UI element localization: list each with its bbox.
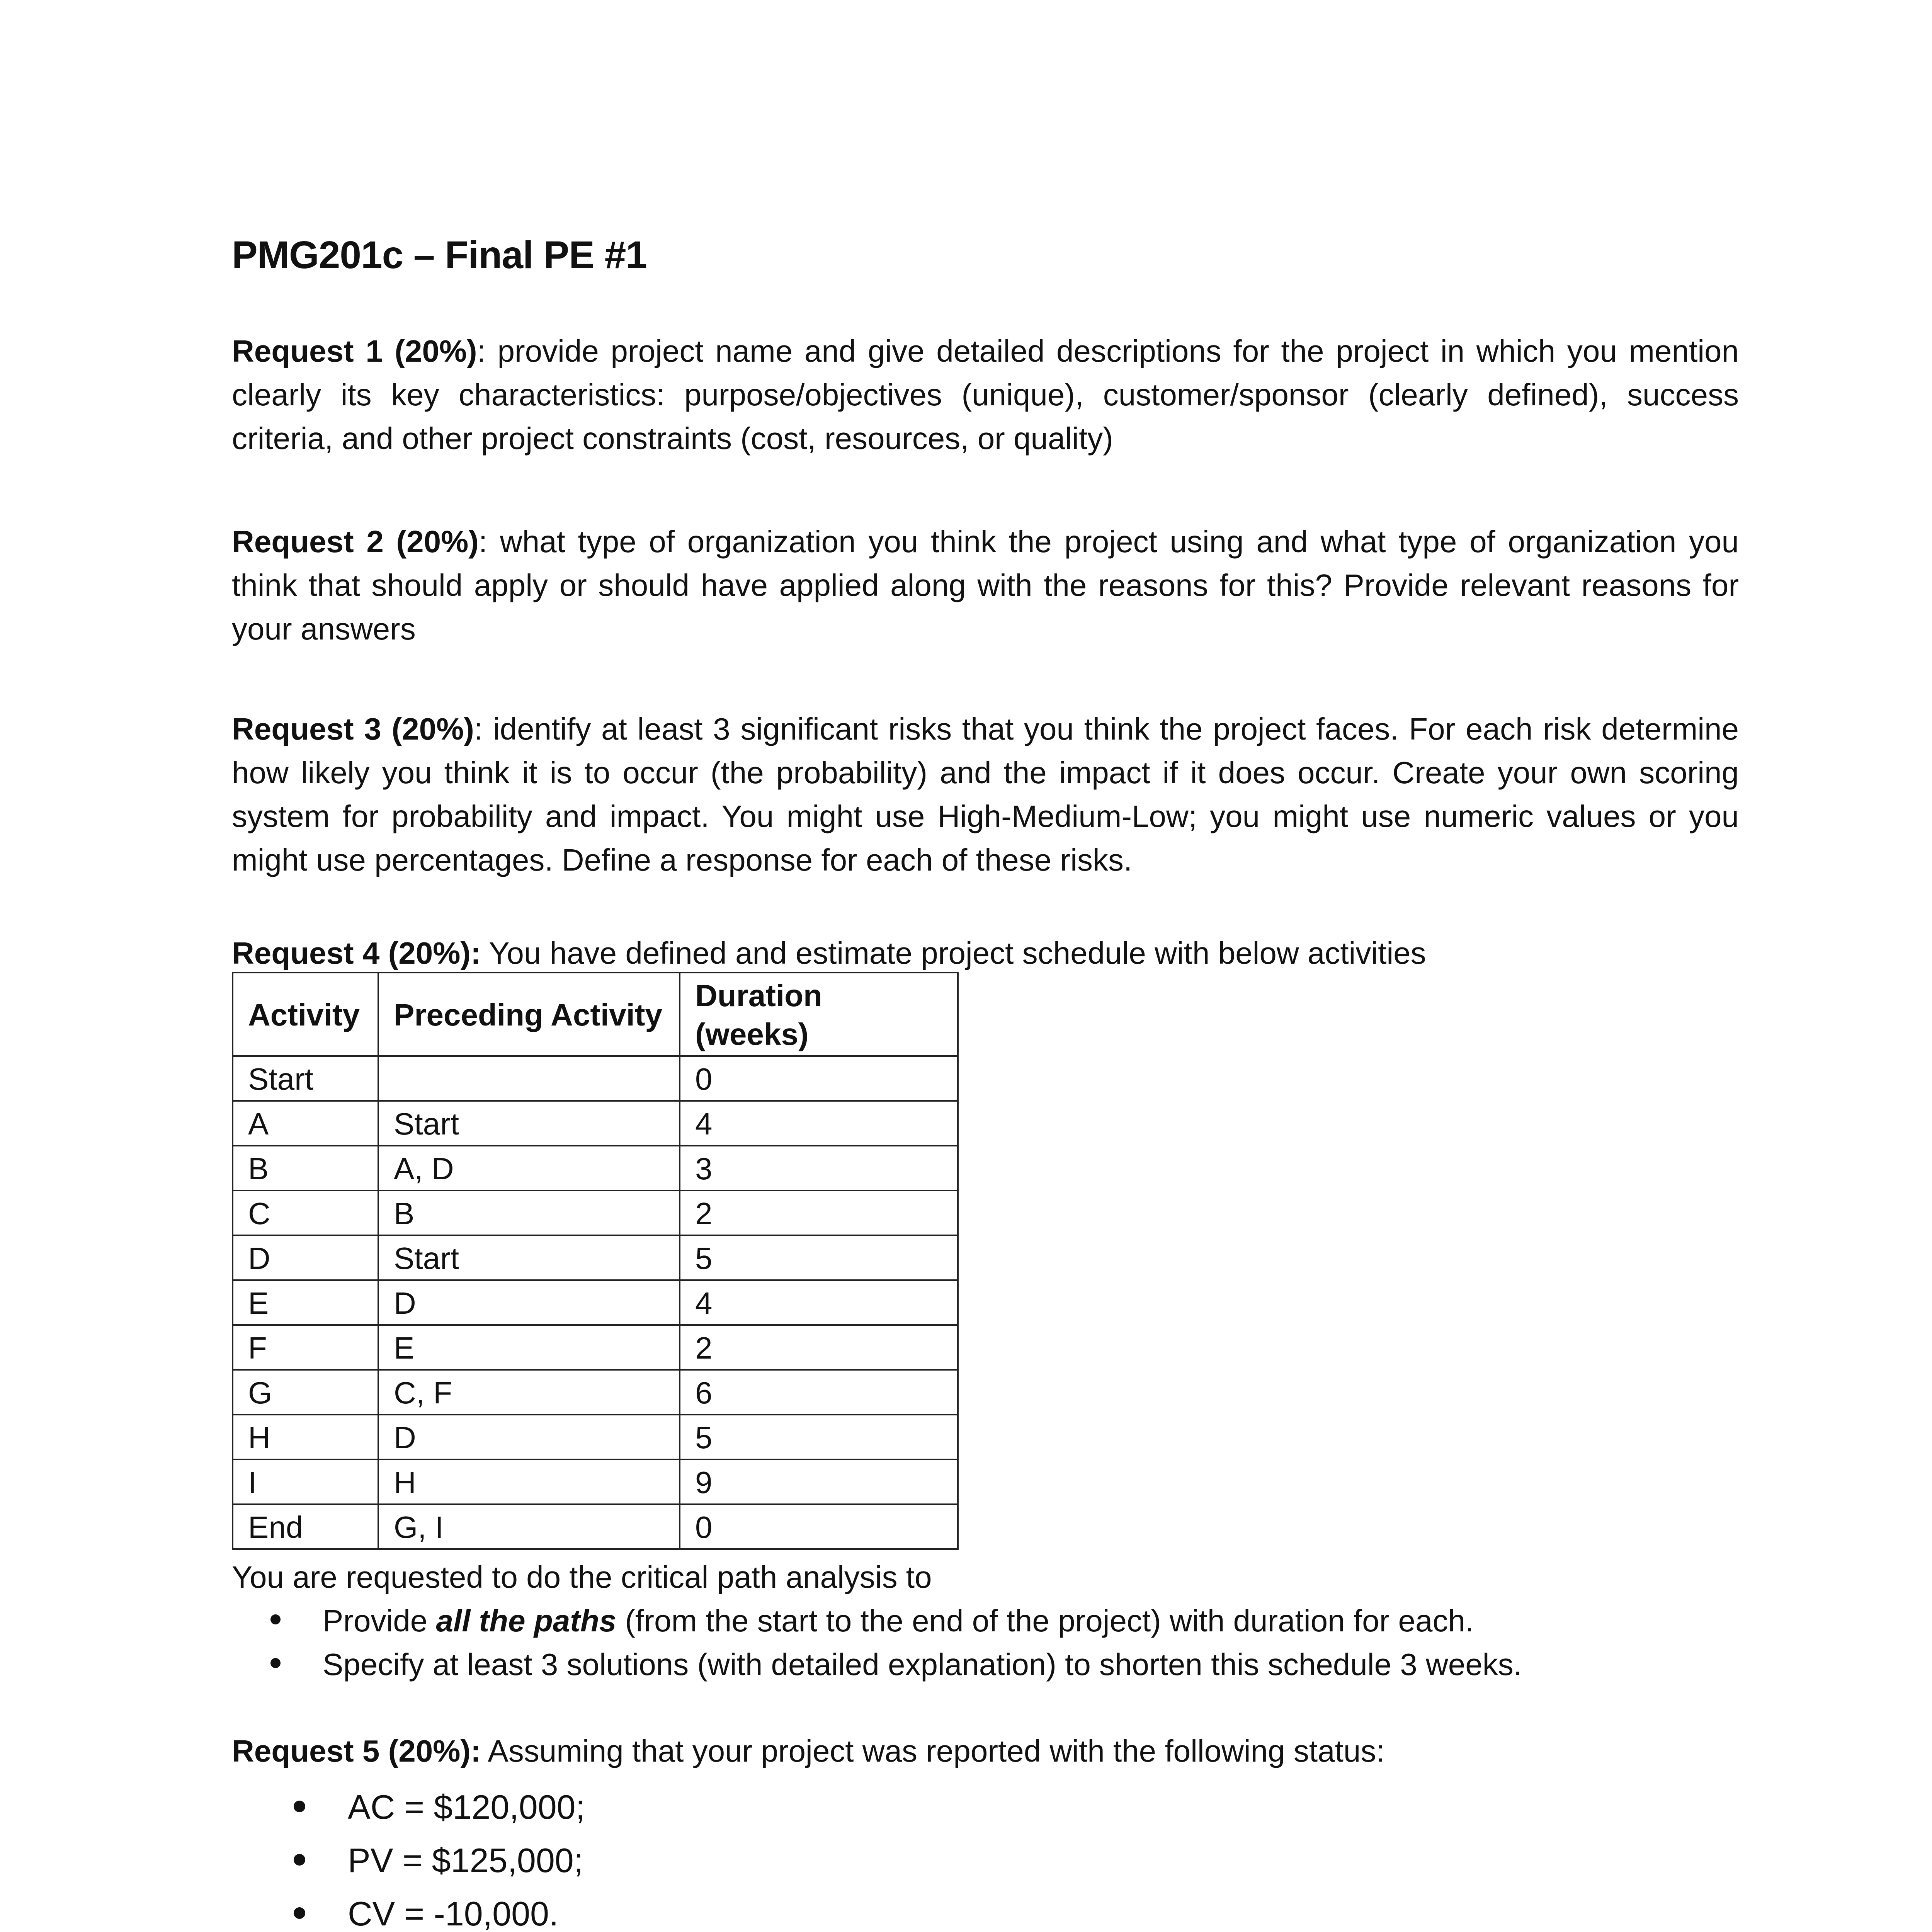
critical-path-tasks xyxy=(232,1599,1522,1686)
table-row xyxy=(233,1101,958,1146)
request-4-text: You have defined and estimate project schedule with below activities xyxy=(481,936,1426,970)
duration-cell: 9 xyxy=(680,1459,958,1504)
activity-cell: Start xyxy=(233,1056,378,1101)
activity-cell: H xyxy=(233,1415,378,1459)
activity-cell: F xyxy=(233,1325,378,1370)
preceding-cell: D xyxy=(378,1280,680,1325)
request-4 xyxy=(232,931,1426,975)
preceding-cell: Start xyxy=(378,1235,680,1280)
preceding-cell: D xyxy=(378,1415,680,1459)
activity-cell: B xyxy=(233,1146,378,1190)
duration-cell: 0 xyxy=(680,1056,958,1101)
duration-cell: 2 xyxy=(680,1325,958,1370)
table-row xyxy=(233,1056,958,1101)
bullet-icon xyxy=(294,1854,305,1866)
activity-cell: D xyxy=(233,1235,378,1280)
preceding-cell: A, D xyxy=(378,1146,680,1190)
table-row xyxy=(233,1415,958,1459)
request-5 xyxy=(232,1729,1385,1773)
table-row xyxy=(233,1235,958,1280)
request-3-label: Request 3 (20%) xyxy=(232,712,474,746)
request-1-text: : provide project name and give detailed descriptions for the project in which you mention clearly its key characteristics: purpose/objectives (unique), customer/sponsor (clearly defined), success criteria, and other project constraints (cost, resources, or quality) xyxy=(232,334,1739,456)
activity-cell: E xyxy=(233,1280,378,1325)
list-item: Specify at least 3 solutions (with detailed explanation) to shorten this schedule 3 weeks. xyxy=(232,1643,1522,1686)
emphasis-all-paths: all the paths xyxy=(436,1604,617,1638)
duration-cell: 4 xyxy=(680,1280,958,1325)
preceding-cell xyxy=(378,1056,680,1101)
preceding-cell: E xyxy=(378,1325,680,1370)
duration-cell: 4 xyxy=(680,1101,958,1146)
request-1 xyxy=(232,329,1739,460)
list-item: Provide all the paths (from the start to the end of the project) with duration for each. xyxy=(232,1599,1522,1643)
critical-path-intro: You are requested to do the critical path analysis to xyxy=(232,1560,932,1594)
request-3-text: : identify at least 3 significant risks that you think the project faces. For each risk determine how likely you think it is to occur (the probability) and the impact if it does occur. Create your own scoring system for probability and impact. You might use High-Medium-Low; you might use numeric values or you might use percentages. Define a response for each of these risks. xyxy=(232,712,1739,877)
request-5-text: Assuming that your project was reported with the following status: xyxy=(481,1734,1385,1768)
project-status-list xyxy=(232,1781,585,1932)
column-header-preceding: Preceding Activity xyxy=(378,973,680,1056)
list-item: PV = $125,000; xyxy=(232,1834,585,1887)
request-2-text: : what type of organization you think the project using and what type of organization you think that should apply or should have applied along with the reasons for this? Provide relevant reasons for your answers xyxy=(232,524,1739,646)
preceding-cell: H xyxy=(378,1459,680,1504)
table-row xyxy=(233,1459,958,1504)
request-5-label: Request 5 (20%): xyxy=(232,1734,481,1768)
table-row xyxy=(233,1190,958,1235)
schedule-table xyxy=(232,972,959,1550)
table-row xyxy=(233,1504,958,1549)
bullet-icon xyxy=(270,1658,281,1668)
activity-cell: A xyxy=(233,1101,378,1146)
request-2-label: Request 2 (20%) xyxy=(232,524,479,559)
activity-cell: I xyxy=(233,1459,378,1504)
table-row xyxy=(233,1370,958,1415)
request-2 xyxy=(232,520,1739,651)
duration-cell: 6 xyxy=(680,1370,958,1415)
table-row xyxy=(233,1325,958,1370)
activity-cell: End xyxy=(233,1504,378,1549)
table-row xyxy=(233,1146,958,1190)
list-item: AC = $120,000; xyxy=(232,1781,585,1834)
column-header-duration: Duration (weeks) xyxy=(680,973,958,1056)
duration-cell: 0 xyxy=(680,1504,958,1549)
activity-cell: C xyxy=(233,1190,378,1235)
preceding-cell: C, F xyxy=(378,1370,680,1415)
schedule-header-row xyxy=(233,973,958,1056)
preceding-cell: B xyxy=(378,1190,680,1235)
table-row xyxy=(233,1280,958,1325)
duration-cell: 5 xyxy=(680,1415,958,1459)
bullet-icon xyxy=(294,1907,305,1919)
document-page xyxy=(232,0,1739,1932)
bullet-icon xyxy=(294,1801,305,1812)
preceding-cell: Start xyxy=(378,1101,680,1146)
request-3 xyxy=(232,707,1739,882)
list-item: CV = -10,000. xyxy=(232,1887,585,1932)
activity-cell: G xyxy=(233,1370,378,1415)
request-1-label: Request 1 (20%) xyxy=(232,334,477,368)
column-header-activity: Activity xyxy=(233,973,378,1056)
duration-cell: 2 xyxy=(680,1190,958,1235)
duration-cell: 5 xyxy=(680,1235,958,1280)
bullet-icon xyxy=(270,1614,281,1624)
page-title: PMG201c – Final PE #1 xyxy=(232,233,647,277)
preceding-cell: G, I xyxy=(378,1504,680,1549)
duration-cell: 3 xyxy=(680,1146,958,1190)
request-4-label: Request 4 (20%): xyxy=(232,936,481,970)
